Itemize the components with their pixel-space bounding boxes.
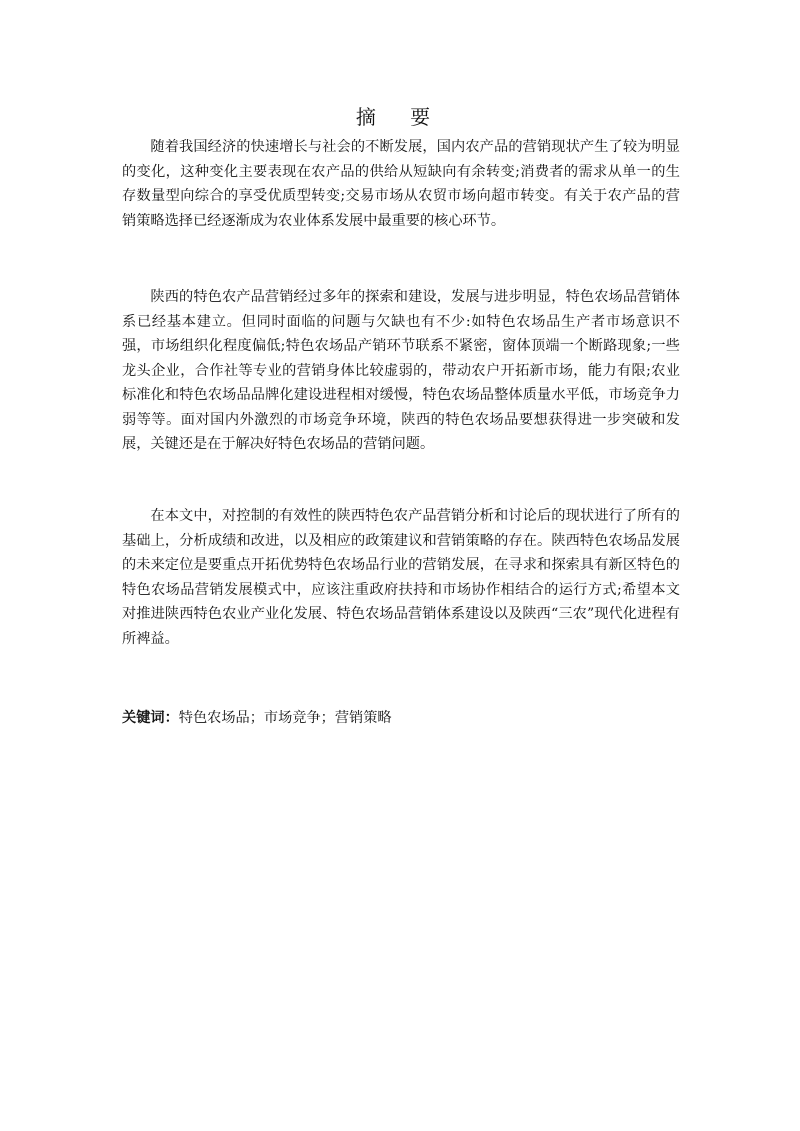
abstract-paragraph-3: 在本文中，对控制的有效性的陕西特色农产品营销分析和讨论后的现状进行了所有的基础上，分析成绩和改进，以及相应的政策建议和营销策略的存在。陕西特色农场品发展的未来定位是要重点开拓优势特色农场品行业的营销发展，在寻求和探索具有新区特色的特色农场品营销发展模式中，应该注重政府扶持和市场协作相结合的运行方式;希望本文对推进陕西特色农业产业化发展、特色农场品营销体系建设以及陕西“三农”现代化进程有所裨益。 — [122, 508, 680, 647]
page-title: 摘 要 — [355, 105, 445, 129]
keywords-line — [122, 706, 392, 730]
abstract-paragraph-2: 陕西的特色农产品营销经过多年的探索和建设，发展与进步明显，特色农场品营销体系已经基本建立。但同时面临的问题与欠缺也有不少:如特色农场品生产者市场意识不强，市场组织化程度偏低;特色农场品产销环节联系不紧密，窗体顶端一个断路现象;一些龙头企业，合作社等专业的营销身体比较虚弱的，带动农户开拓新市场，能力有限;农业标准化和特色农场品品牌化建设进程相对缓慢，特色农场品整体质量水平低，市场竞争力弱等等。面对国内外激烈的市场竞争环境，陕西的特色农场品要想获得进一步突破和发展，关键还是在于解决好特色农场品的营销问题。 — [122, 289, 680, 452]
keywords-text: 特色农场品；市场竞争；营销策略 — [178, 710, 392, 726]
abstract-paragraph-1: 随着我国经济的快速增长与社会的不断发展，国内农产品的营销现状产生了较为明显的变化，这种变化主要表现在农产品的供给从短缺向有余转变;消费者的需求从单一的生存数量型向综合的享受优质型转变;交易市场从农贸市场向超市转变。有关于农产品的营销策略选择已经逐渐成为农业体系发展中最重要的核心环节。 — [122, 139, 680, 229]
keywords-label: 关键词： — [122, 710, 179, 726]
